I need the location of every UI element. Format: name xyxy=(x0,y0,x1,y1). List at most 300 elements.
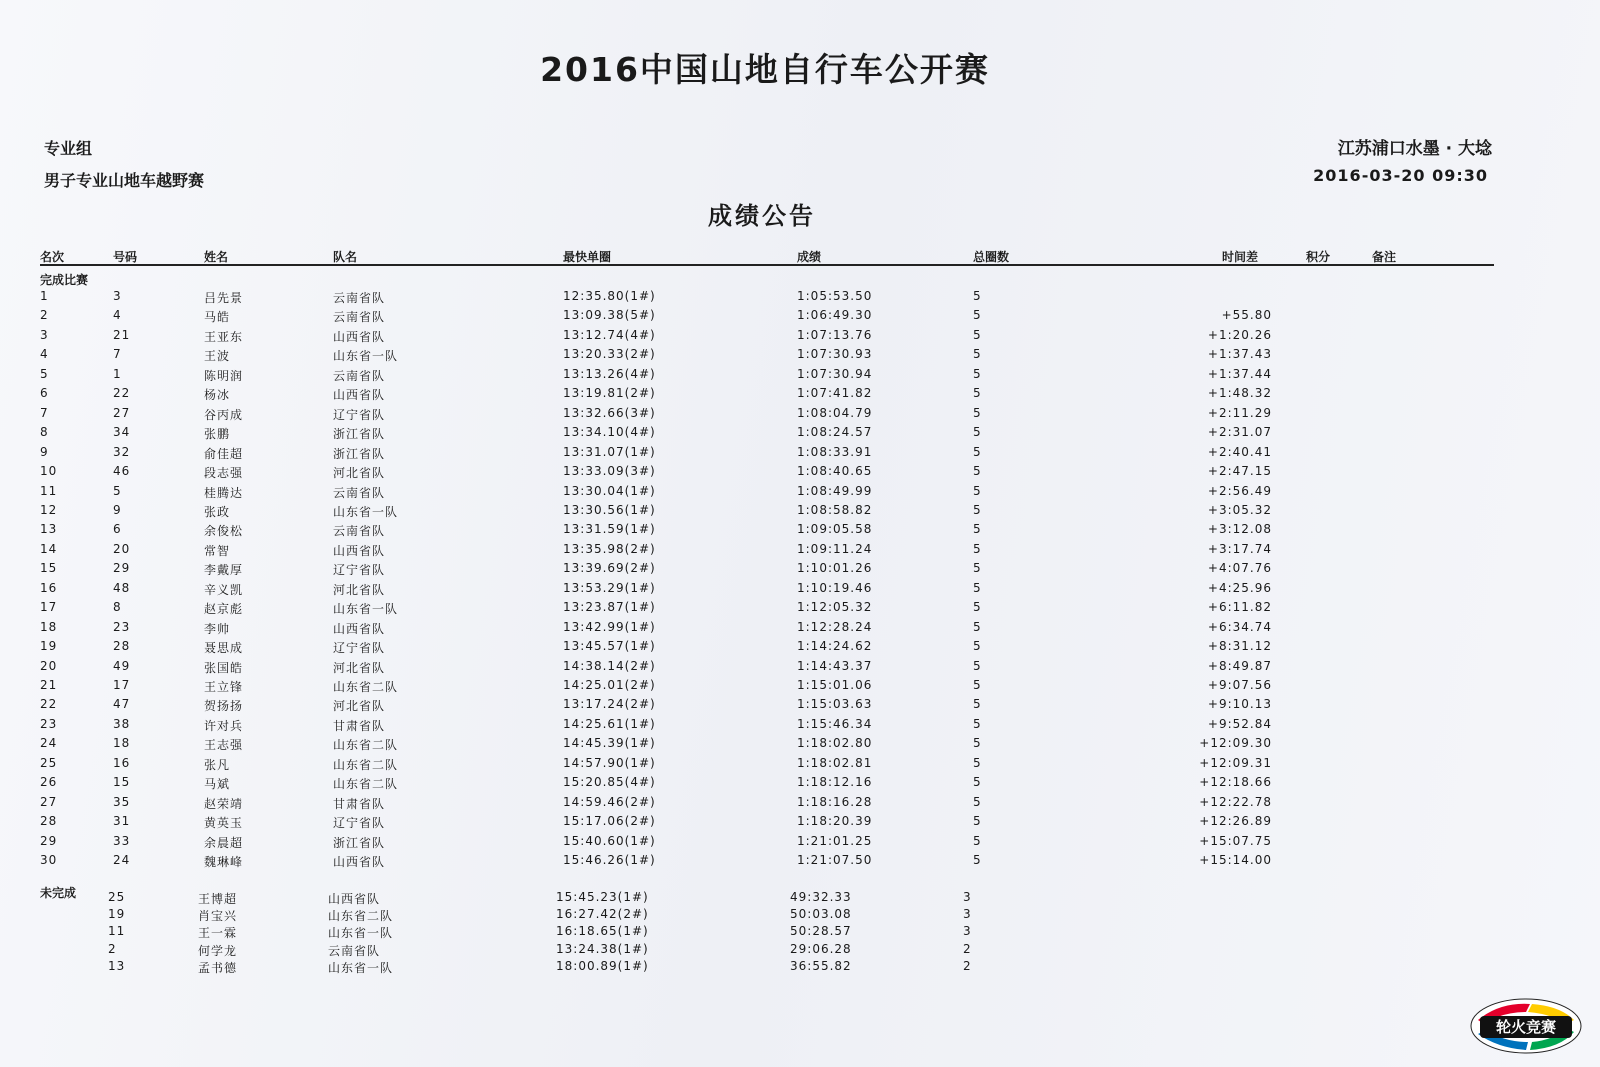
table-row xyxy=(0,445,1600,464)
rank-cell: 3 xyxy=(40,327,49,342)
name-cell: 马斌 xyxy=(204,777,231,792)
bib-cell: 6 xyxy=(113,522,122,537)
bib-cell: 17 xyxy=(113,678,131,692)
team-cell: 山西省队 xyxy=(333,855,386,870)
team-cell: 山东省一队 xyxy=(333,504,399,519)
rank-cell: 5 xyxy=(40,366,49,381)
bib-cell: 22 xyxy=(113,386,131,401)
gap-cell: +2:56.49 xyxy=(1207,483,1272,498)
team-cell: 山东省一队 xyxy=(328,926,394,941)
bib-cell: 31 xyxy=(113,814,131,829)
laps-cell: 5 xyxy=(973,327,982,342)
gap-cell: +2:47.15 xyxy=(1207,464,1272,479)
organizer-logo xyxy=(1470,998,1582,1054)
finished-section-label: 完成比赛 xyxy=(40,273,89,287)
fastest-lap-cell: 14:38.14(2#) xyxy=(563,658,656,673)
laps-cell: 3 xyxy=(963,890,972,904)
result-cell: 1:12:05.32 xyxy=(797,600,873,615)
col-notes: 备注 xyxy=(1372,250,1397,264)
bib-cell: 34 xyxy=(113,425,131,440)
team-cell: 云南省队 xyxy=(333,310,386,325)
fastest-lap-cell: 15:46.26(1#) xyxy=(563,853,656,868)
table-row xyxy=(0,853,1600,872)
fastest-lap-cell: 18:00.89(1#) xyxy=(556,958,649,973)
results-subtitle: 成绩公告 xyxy=(708,202,816,230)
name-cell: 陈明润 xyxy=(204,368,244,383)
result-cell: 36:55.82 xyxy=(790,958,852,973)
gap-cell: +6:11.82 xyxy=(1207,600,1272,615)
laps-cell: 5 xyxy=(973,366,982,381)
laps-cell: 5 xyxy=(973,833,982,848)
name-cell: 王立锋 xyxy=(204,680,244,694)
gap-cell: +12:09.31 xyxy=(1199,755,1272,770)
gap-cell: +1:48.32 xyxy=(1207,386,1272,401)
rank-cell: 18 xyxy=(40,619,58,634)
bib-cell: 47 xyxy=(113,697,131,712)
result-cell: 1:08:33.91 xyxy=(797,444,873,459)
laps-cell: 5 xyxy=(973,502,982,517)
laps-cell: 5 xyxy=(973,522,982,537)
gap-cell: +3:05.32 xyxy=(1207,502,1272,517)
bib-cell: 33 xyxy=(113,833,131,848)
rank-cell: 1 xyxy=(40,289,49,303)
header-divider xyxy=(40,264,1494,266)
gap-cell: +2:31.07 xyxy=(1207,425,1272,440)
rank-cell: 6 xyxy=(40,386,49,401)
bib-cell: 20 xyxy=(113,541,131,556)
fastest-lap-cell: 15:40.60(1#) xyxy=(563,833,656,848)
team-cell: 山东省二队 xyxy=(333,680,399,694)
bib-cell: 5 xyxy=(113,483,122,498)
laps-cell: 5 xyxy=(973,755,982,770)
team-cell: 云南省队 xyxy=(333,291,386,305)
fastest-lap-cell: 13:32.66(3#) xyxy=(563,405,656,420)
rank-cell: 17 xyxy=(40,600,58,615)
gap-cell: +8:31.12 xyxy=(1207,639,1272,654)
name-cell: 常智 xyxy=(204,543,231,558)
laps-cell: 5 xyxy=(973,775,982,790)
rank-cell: 13 xyxy=(40,522,58,537)
rank-cell: 20 xyxy=(40,658,58,673)
result-cell: 1:18:02.81 xyxy=(797,755,873,770)
fastest-lap-cell: 13:33.09(3#) xyxy=(563,464,656,479)
result-cell: 1:06:49.30 xyxy=(797,308,873,323)
table-row xyxy=(0,347,1600,366)
result-cell: 1:08:58.82 xyxy=(797,502,873,517)
team-cell: 辽宁省队 xyxy=(333,407,386,422)
result-cell: 1:21:01.25 xyxy=(797,833,873,848)
bib-cell: 27 xyxy=(113,405,131,420)
fastest-lap-cell: 16:18.65(1#) xyxy=(556,924,649,939)
laps-cell: 5 xyxy=(973,639,982,654)
result-cell: 1:08:24.57 xyxy=(797,425,873,440)
result-cell: 1:08:40.65 xyxy=(797,464,873,479)
rank-cell: 10 xyxy=(40,464,58,479)
table-row xyxy=(0,717,1600,736)
fastest-lap-cell: 14:59.46(2#) xyxy=(563,794,656,809)
table-row xyxy=(0,503,1600,522)
result-cell: 1:07:13.76 xyxy=(797,327,873,342)
laps-cell: 5 xyxy=(973,658,982,673)
name-cell: 余晨超 xyxy=(204,835,244,850)
table-row xyxy=(0,522,1600,541)
laps-cell: 5 xyxy=(973,716,982,731)
rank-cell: 7 xyxy=(40,405,49,420)
bib-cell: 35 xyxy=(113,794,131,809)
col-rank: 名次 xyxy=(40,250,65,264)
gap-cell: +2:40.41 xyxy=(1207,444,1272,459)
table-row xyxy=(0,328,1600,347)
rank-cell: 15 xyxy=(40,561,58,576)
col-team: 队名 xyxy=(333,250,358,264)
fastest-lap-cell: 13:35.98(2#) xyxy=(563,541,656,556)
rank-cell: 2 xyxy=(40,308,49,323)
team-cell: 云南省队 xyxy=(333,368,386,383)
team-cell: 山东省一队 xyxy=(333,602,399,617)
rank-cell: 30 xyxy=(40,853,58,868)
gap-cell: +4:25.96 xyxy=(1207,580,1272,595)
fastest-lap-cell: 12:35.80(1#) xyxy=(563,289,656,303)
table-row xyxy=(0,942,1600,961)
bib-cell: 9 xyxy=(113,502,122,517)
result-cell: 50:28.57 xyxy=(790,924,852,939)
team-cell: 河北省队 xyxy=(333,582,386,597)
name-cell: 赵荣靖 xyxy=(204,796,244,811)
bib-cell: 18 xyxy=(113,736,131,751)
laps-cell: 5 xyxy=(973,561,982,576)
laps-cell: 5 xyxy=(973,853,982,868)
table-row xyxy=(0,907,1600,926)
gap-cell: +12:22.78 xyxy=(1199,794,1272,809)
bib-cell: 46 xyxy=(113,464,131,479)
table-row xyxy=(0,542,1600,561)
col-points: 积分 xyxy=(1306,250,1331,264)
team-cell: 云南省队 xyxy=(328,943,381,958)
fastest-lap-cell: 16:27.42(2#) xyxy=(556,907,649,922)
result-cell: 1:15:01.06 xyxy=(797,678,873,692)
fastest-lap-cell: 14:25.61(1#) xyxy=(563,716,656,731)
table-row xyxy=(0,959,1600,978)
rank-cell: 19 xyxy=(40,639,58,654)
team-cell: 浙江省队 xyxy=(333,427,386,442)
bib-cell: 38 xyxy=(113,716,131,731)
result-cell: 49:32.33 xyxy=(790,890,852,904)
laps-cell: 5 xyxy=(973,736,982,751)
bib-cell: 29 xyxy=(113,561,131,576)
fastest-lap-cell: 13:24.38(1#) xyxy=(556,941,649,956)
gap-cell: +4:07.76 xyxy=(1207,561,1272,576)
name-cell: 何学龙 xyxy=(198,943,238,958)
rank-cell: 21 xyxy=(40,678,58,692)
laps-cell: 5 xyxy=(973,425,982,440)
gap-cell: +9:52.84 xyxy=(1207,716,1272,731)
name-cell: 马皓 xyxy=(204,310,231,325)
team-cell: 河北省队 xyxy=(333,660,386,675)
rank-cell: 14 xyxy=(40,541,58,556)
col-fastest-lap: 最快单圈 xyxy=(563,250,612,264)
table-row xyxy=(0,406,1600,425)
result-cell: 1:15:03.63 xyxy=(797,697,873,712)
fastest-lap-cell: 14:57.90(1#) xyxy=(563,755,656,770)
laps-cell: 5 xyxy=(973,289,982,303)
team-cell: 山东省一队 xyxy=(333,349,399,364)
laps-cell: 5 xyxy=(973,386,982,401)
gap-cell: +6:34.74 xyxy=(1207,619,1272,634)
fastest-lap-cell: 13:39.69(2#) xyxy=(563,561,656,576)
name-cell: 桂腾达 xyxy=(204,485,244,500)
team-cell: 河北省队 xyxy=(333,466,386,481)
fastest-lap-cell: 13:09.38(5#) xyxy=(563,308,656,323)
bib-cell: 49 xyxy=(113,658,131,673)
table-row xyxy=(0,639,1600,658)
rank-cell: 8 xyxy=(40,425,49,440)
name-cell: 孟书德 xyxy=(198,960,238,975)
team-cell: 云南省队 xyxy=(333,524,386,539)
fastest-lap-cell: 13:19.81(2#) xyxy=(563,386,656,401)
bib-cell: 48 xyxy=(113,580,131,595)
table-row xyxy=(0,834,1600,853)
venue-label: 江苏浦口水墨 · 大埝 xyxy=(1337,139,1492,159)
laps-cell: 5 xyxy=(973,347,982,362)
result-cell: 1:21:07.50 xyxy=(797,853,873,868)
name-cell: 魏琳峰 xyxy=(204,855,244,870)
fastest-lap-cell: 13:30.56(1#) xyxy=(563,502,656,517)
name-cell: 肖宝兴 xyxy=(198,909,238,924)
name-cell: 黄英玉 xyxy=(204,816,244,831)
name-cell: 张政 xyxy=(204,504,231,519)
rank-cell: 9 xyxy=(40,444,49,459)
team-cell: 山西省队 xyxy=(333,543,386,558)
col-result: 成绩 xyxy=(797,250,822,264)
rank-cell: 22 xyxy=(40,697,58,712)
bib-cell: 1 xyxy=(113,366,122,381)
result-cell: 1:08:49.99 xyxy=(797,483,873,498)
rank-cell: 27 xyxy=(40,794,58,809)
fastest-lap-cell: 13:34.10(4#) xyxy=(563,425,656,440)
fastest-lap-cell: 13:13.26(4#) xyxy=(563,366,656,381)
unfinished-section-label: 未完成 xyxy=(40,886,77,900)
gap-cell: +12:09.30 xyxy=(1199,736,1272,751)
col-gap: 时间差 xyxy=(1222,250,1259,264)
table-row xyxy=(0,386,1600,405)
rank-cell: 25 xyxy=(40,755,58,770)
result-cell: 1:07:41.82 xyxy=(797,386,873,401)
result-cell: 1:07:30.93 xyxy=(797,347,873,362)
laps-cell: 5 xyxy=(973,814,982,829)
laps-cell: 5 xyxy=(973,541,982,556)
logo-text: 轮火竞赛 xyxy=(1495,1018,1557,1036)
result-cell: 1:12:28.24 xyxy=(797,619,873,634)
result-cell: 1:18:16.28 xyxy=(797,794,873,809)
table-row xyxy=(0,561,1600,580)
name-cell: 段志强 xyxy=(204,466,244,481)
bib-cell: 32 xyxy=(113,444,131,459)
table-row xyxy=(0,756,1600,775)
table-row xyxy=(0,659,1600,678)
name-cell: 李帅 xyxy=(204,621,231,636)
gap-cell: +3:12.08 xyxy=(1207,522,1272,537)
col-name: 姓名 xyxy=(204,250,229,264)
rank-cell: 24 xyxy=(40,736,58,751)
table-row xyxy=(0,289,1600,308)
name-cell: 俞佳超 xyxy=(204,446,244,461)
result-cell: 1:10:19.46 xyxy=(797,580,873,595)
bib-cell: 15 xyxy=(113,775,131,790)
fastest-lap-cell: 13:23.87(1#) xyxy=(563,600,656,615)
name-cell: 赵京彪 xyxy=(204,602,244,617)
table-row xyxy=(0,600,1600,619)
rank-cell: 16 xyxy=(40,580,58,595)
fastest-lap-cell: 15:17.06(2#) xyxy=(563,814,656,829)
result-cell: 1:18:02.80 xyxy=(797,736,873,751)
bib-cell: 4 xyxy=(113,308,122,323)
bib-cell: 11 xyxy=(108,924,126,939)
table-row xyxy=(0,924,1600,943)
col-bib: 号码 xyxy=(113,250,138,264)
page-title: 2016中国山地自行车公开赛 xyxy=(540,50,990,89)
team-cell: 山东省二队 xyxy=(333,777,399,792)
laps-cell: 5 xyxy=(973,794,982,809)
result-cell: 29:06.28 xyxy=(790,941,852,956)
result-cell: 1:14:43.37 xyxy=(797,658,873,673)
name-cell: 杨冰 xyxy=(204,388,231,403)
fastest-lap-cell: 13:17.24(2#) xyxy=(563,697,656,712)
team-cell: 山东省二队 xyxy=(328,909,394,924)
table-row xyxy=(0,697,1600,716)
fastest-lap-cell: 13:42.99(1#) xyxy=(563,619,656,634)
gap-cell: +12:18.66 xyxy=(1199,775,1272,790)
event-label: 男子专业山地车越野赛 xyxy=(44,171,205,190)
fastest-lap-cell: 14:45.39(1#) xyxy=(563,736,656,751)
name-cell: 吕先景 xyxy=(204,291,244,305)
bib-cell: 19 xyxy=(108,907,126,922)
name-cell: 张鹏 xyxy=(204,427,231,442)
table-row xyxy=(0,308,1600,327)
laps-cell: 5 xyxy=(973,580,982,595)
team-cell: 河北省队 xyxy=(333,699,386,714)
gap-cell: +2:11.29 xyxy=(1207,405,1272,420)
rank-cell: 11 xyxy=(40,483,58,498)
team-cell: 辽宁省队 xyxy=(333,816,386,831)
laps-cell: 3 xyxy=(963,924,972,939)
name-cell: 辛义凯 xyxy=(204,582,244,597)
laps-cell: 5 xyxy=(973,483,982,498)
gap-cell: +55.80 xyxy=(1221,308,1272,323)
fastest-lap-cell: 13:20.33(2#) xyxy=(563,347,656,362)
fastest-lap-cell: 13:31.59(1#) xyxy=(563,522,656,537)
fastest-lap-cell: 13:31.07(1#) xyxy=(563,444,656,459)
bib-cell: 2 xyxy=(108,941,117,956)
name-cell: 聂思成 xyxy=(204,641,244,656)
fastest-lap-cell: 14:25.01(2#) xyxy=(563,678,656,692)
gap-cell: +1:37.43 xyxy=(1207,347,1272,362)
result-cell: 1:05:53.50 xyxy=(797,289,873,303)
table-row xyxy=(0,425,1600,444)
gap-cell: +15:14.00 xyxy=(1199,853,1272,868)
team-cell: 山东省一队 xyxy=(328,960,394,975)
team-cell: 辽宁省队 xyxy=(333,641,386,656)
team-cell: 山东省二队 xyxy=(333,757,399,772)
laps-cell: 5 xyxy=(973,600,982,615)
name-cell: 王志强 xyxy=(204,738,244,753)
fastest-lap-cell: 13:12.74(4#) xyxy=(563,327,656,342)
result-cell: 1:18:12.16 xyxy=(797,775,873,790)
name-cell: 李戴厚 xyxy=(204,563,244,578)
result-cell: 1:08:04.79 xyxy=(797,405,873,420)
rank-cell: 23 xyxy=(40,716,58,731)
bib-cell: 13 xyxy=(108,958,126,973)
fastest-lap-cell: 15:20.85(4#) xyxy=(563,775,656,790)
team-cell: 浙江省队 xyxy=(333,446,386,461)
laps-cell: 5 xyxy=(973,678,982,692)
team-cell: 云南省队 xyxy=(333,485,386,500)
name-cell: 张凡 xyxy=(204,757,231,772)
result-cell: 1:15:46.34 xyxy=(797,716,873,731)
table-row xyxy=(0,775,1600,794)
result-cell: 1:10:01.26 xyxy=(797,561,873,576)
laps-cell: 5 xyxy=(973,464,982,479)
bib-cell: 7 xyxy=(113,347,122,362)
result-cell: 50:03.08 xyxy=(790,907,852,922)
name-cell: 张国皓 xyxy=(204,660,244,675)
result-cell: 1:07:30.94 xyxy=(797,366,873,381)
laps-cell: 5 xyxy=(973,405,982,420)
category-label: 专业组 xyxy=(44,139,93,158)
table-row xyxy=(0,678,1600,697)
rank-cell: 28 xyxy=(40,814,58,829)
table-row xyxy=(0,736,1600,755)
gap-cell: +1:20.26 xyxy=(1207,327,1272,342)
laps-cell: 2 xyxy=(963,958,972,973)
name-cell: 贺扬扬 xyxy=(204,699,244,714)
gap-cell: +12:26.89 xyxy=(1199,814,1272,829)
bib-cell: 16 xyxy=(113,755,131,770)
laps-cell: 3 xyxy=(963,907,972,922)
gap-cell: +1:37.44 xyxy=(1207,366,1272,381)
table-row xyxy=(0,814,1600,833)
laps-cell: 5 xyxy=(973,308,982,323)
rank-cell: 4 xyxy=(40,347,49,362)
table-row xyxy=(0,620,1600,639)
table-row xyxy=(0,795,1600,814)
rank-cell: 26 xyxy=(40,775,58,790)
rank-cell: 12 xyxy=(40,502,58,517)
laps-cell: 5 xyxy=(973,444,982,459)
team-cell: 甘肃省队 xyxy=(333,796,386,811)
result-cell: 1:09:11.24 xyxy=(797,541,873,556)
gap-cell: +3:17.74 xyxy=(1207,541,1272,556)
gap-cell: +9:07.56 xyxy=(1207,678,1272,692)
fastest-lap-cell: 13:45.57(1#) xyxy=(563,639,656,654)
table-row xyxy=(0,464,1600,483)
name-cell: 王博超 xyxy=(198,892,238,906)
fastest-lap-cell: 15:45.23(1#) xyxy=(556,890,649,904)
rank-cell: 29 xyxy=(40,833,58,848)
col-laps: 总圈数 xyxy=(973,250,1010,264)
name-cell: 王亚东 xyxy=(204,329,244,344)
gap-cell: +8:49.87 xyxy=(1207,658,1272,673)
gap-cell: +9:10.13 xyxy=(1207,697,1272,712)
table-row xyxy=(0,581,1600,600)
result-cell: 1:18:20.39 xyxy=(797,814,873,829)
table-row xyxy=(0,890,1600,909)
bib-cell: 28 xyxy=(113,639,131,654)
team-cell: 山东省二队 xyxy=(333,738,399,753)
bib-cell: 3 xyxy=(113,289,122,303)
bib-cell: 8 xyxy=(113,600,122,615)
bib-cell: 23 xyxy=(113,619,131,634)
bib-cell: 24 xyxy=(113,853,131,868)
